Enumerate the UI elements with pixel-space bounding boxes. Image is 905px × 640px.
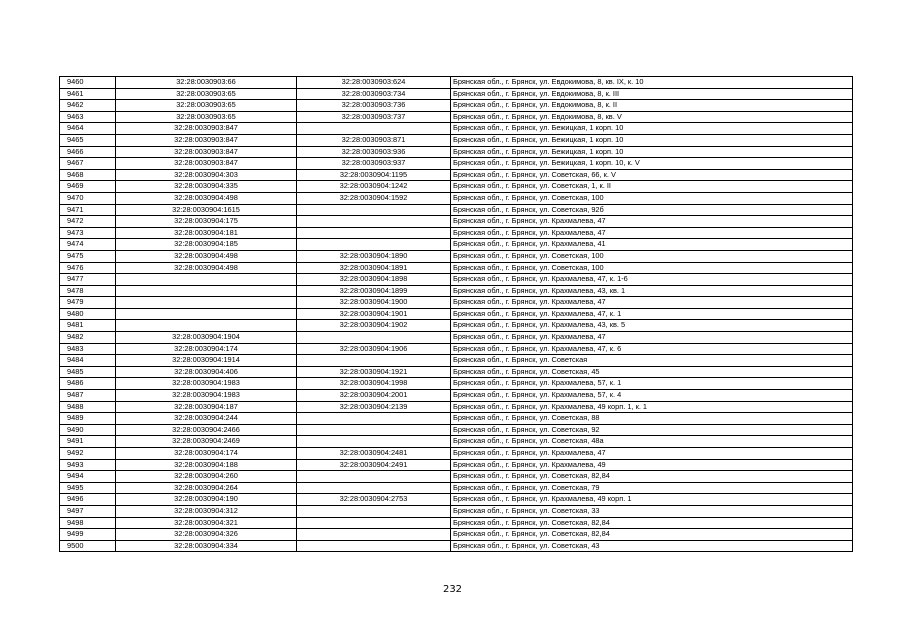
address-cell: Брянская обл., г. Брянск, ул. Советская, 88	[451, 413, 853, 425]
sub-cadastral-number-cell: 32:28:0030904:1899	[297, 285, 451, 297]
cadastral-number-cell: 32:28:0030904:175	[116, 216, 297, 228]
sub-cadastral-number-cell: 32:28:0030904:1890	[297, 250, 451, 262]
cadastral-number-cell: 32:28:0030904:174	[116, 448, 297, 460]
row-number-cell: 9464	[60, 123, 116, 135]
address-cell: Брянская обл., г. Брянск, ул. Крахмалева, 47, к. 6	[451, 343, 853, 355]
cadastral-number-cell	[116, 285, 297, 297]
cadastral-number-cell: 32:28:0030904:1983	[116, 378, 297, 390]
sub-cadastral-number-cell: 32:28:0030904:1242	[297, 181, 451, 193]
address-cell: Брянская обл., г. Брянск, ул. Советская, 43	[451, 540, 853, 552]
sub-cadastral-number-cell: 32:28:0030904:2139	[297, 401, 451, 413]
row-number-cell: 9474	[60, 239, 116, 251]
cadastral-number-cell: 32:28:0030904:498	[116, 250, 297, 262]
address-cell: Брянская обл., г. Брянск, ул. Крахмалева, 43, кв. 5	[451, 320, 853, 332]
sub-cadastral-number-cell: 32:28:0030904:1891	[297, 262, 451, 274]
table-row	[60, 390, 853, 402]
address-cell: Брянская обл., г. Брянск, ул. Советская, 82,84	[451, 471, 853, 483]
sub-cadastral-number-cell: 32:28:0030903:937	[297, 158, 451, 170]
table-row	[60, 100, 853, 112]
table-row	[60, 181, 853, 193]
table-row	[60, 134, 853, 146]
table-row	[60, 343, 853, 355]
row-number-cell: 9479	[60, 297, 116, 309]
cadastral-number-cell: 32:28:0030904:260	[116, 471, 297, 483]
sub-cadastral-number-cell: 32:28:0030903:736	[297, 100, 451, 112]
cadastral-number-cell: 32:28:0030904:185	[116, 239, 297, 251]
sub-cadastral-number-cell: 32:28:0030904:1921	[297, 366, 451, 378]
address-cell: Брянская обл., г. Брянск, ул. Советская, 92	[451, 424, 853, 436]
table-row	[60, 146, 853, 158]
table-row	[60, 482, 853, 494]
cadastral-number-cell	[116, 308, 297, 320]
cadastral-number-cell: 32:28:0030904:1983	[116, 390, 297, 402]
sub-cadastral-number-cell	[297, 123, 451, 135]
sub-cadastral-number-cell	[297, 529, 451, 541]
cadastral-number-cell: 32:28:0030904:1904	[116, 332, 297, 344]
row-number-cell: 9485	[60, 366, 116, 378]
address-cell: Брянская обл., г. Брянск, ул. Советская, 100	[451, 262, 853, 274]
address-cell: Брянская обл., г. Брянск, ул. Крахмалева, 49 корп. 1	[451, 494, 853, 506]
address-cell: Брянская обл., г. Брянск, ул. Советская, 82,84	[451, 517, 853, 529]
table-row	[60, 204, 853, 216]
sub-cadastral-number-cell: 32:28:0030903:737	[297, 111, 451, 123]
address-cell: Брянская обл., г. Брянск, ул. Евдокимова, 8, кв. IX, к. 10	[451, 77, 853, 89]
cadastral-number-cell: 32:28:0030904:190	[116, 494, 297, 506]
address-cell: Брянская обл., г. Брянск, ул. Крахмалева, 47	[451, 297, 853, 309]
sub-cadastral-number-cell	[297, 482, 451, 494]
cadastral-number-cell: 32:28:0030904:264	[116, 482, 297, 494]
table-row	[60, 401, 853, 413]
cadastral-number-cell: 32:28:0030903:65	[116, 88, 297, 100]
cadastral-number-cell: 32:28:0030903:847	[116, 123, 297, 135]
row-number-cell: 9490	[60, 424, 116, 436]
cadastral-number-cell: 32:28:0030904:187	[116, 401, 297, 413]
row-number-cell: 9482	[60, 332, 116, 344]
cadastral-number-cell: 32:28:0030904:334	[116, 540, 297, 552]
address-cell: Брянская обл., г. Брянск, ул. Крахмалева, 41	[451, 239, 853, 251]
address-cell: Брянская обл., г. Брянск, ул. Крахмалева, 47	[451, 448, 853, 460]
sub-cadastral-number-cell	[297, 355, 451, 367]
sub-cadastral-number-cell: 32:28:0030903:734	[297, 88, 451, 100]
address-cell: Брянская обл., г. Брянск, ул. Крахмалева, 57, к. 4	[451, 390, 853, 402]
sub-cadastral-number-cell	[297, 227, 451, 239]
table-row	[60, 494, 853, 506]
table-row	[60, 320, 853, 332]
cadastral-number-cell: 32:28:0030903:65	[116, 100, 297, 112]
address-cell: Брянская обл., г. Брянск, ул. Евдокимова, 8, к. II	[451, 100, 853, 112]
table-row	[60, 517, 853, 529]
row-number-cell: 9486	[60, 378, 116, 390]
address-cell: Брянская обл., г. Брянск, ул. Советская, 92б	[451, 204, 853, 216]
cadastral-number-cell	[116, 297, 297, 309]
table-row	[60, 378, 853, 390]
address-cell: Брянская обл., г. Брянск, ул. Крахмалева, 47	[451, 332, 853, 344]
sub-cadastral-number-cell: 32:28:0030904:1195	[297, 169, 451, 181]
sub-cadastral-number-cell	[297, 436, 451, 448]
row-number-cell: 9466	[60, 146, 116, 158]
row-number-cell: 9476	[60, 262, 116, 274]
sub-cadastral-number-cell	[297, 424, 451, 436]
table-row	[60, 158, 853, 170]
row-number-cell: 9460	[60, 77, 116, 89]
table-row	[60, 123, 853, 135]
row-number-cell: 9461	[60, 88, 116, 100]
address-cell: Брянская обл., г. Брянск, ул. Крахмалева, 43, кв. 1	[451, 285, 853, 297]
sub-cadastral-number-cell: 32:28:0030903:624	[297, 77, 451, 89]
table-row	[60, 448, 853, 460]
cadastral-number-cell: 32:28:0030904:406	[116, 366, 297, 378]
table-row	[60, 285, 853, 297]
table-row	[60, 250, 853, 262]
row-number-cell: 9462	[60, 100, 116, 112]
cadastral-number-cell: 32:28:0030903:847	[116, 158, 297, 170]
sub-cadastral-number-cell: 32:28:0030904:1592	[297, 192, 451, 204]
cadastral-number-cell: 32:28:0030904:244	[116, 413, 297, 425]
row-number-cell: 9477	[60, 274, 116, 286]
cadastral-number-cell: 32:28:0030904:326	[116, 529, 297, 541]
row-number-cell: 9480	[60, 308, 116, 320]
address-cell: Брянская обл., г. Брянск, ул. Крахмалева, 49 корп. 1, к. 1	[451, 401, 853, 413]
table-row	[60, 111, 853, 123]
address-cell: Брянская обл., г. Брянск, ул. Советская, 82,84	[451, 529, 853, 541]
sub-cadastral-number-cell	[297, 332, 451, 344]
cadastral-number-cell: 32:28:0030904:498	[116, 262, 297, 274]
table-row	[60, 332, 853, 344]
address-cell: Брянская обл., г. Брянск, ул. Советская, 79	[451, 482, 853, 494]
sub-cadastral-number-cell	[297, 540, 451, 552]
table-row	[60, 529, 853, 541]
cadastral-number-cell: 32:28:0030904:321	[116, 517, 297, 529]
address-cell: Брянская обл., г. Брянск, ул. Крахмалева, 47, к. 1	[451, 308, 853, 320]
address-cell: Брянская обл., г. Брянск, ул. Советская, 45	[451, 366, 853, 378]
cadastral-number-cell: 32:28:0030903:65	[116, 111, 297, 123]
sub-cadastral-number-cell: 32:28:0030903:936	[297, 146, 451, 158]
row-number-cell: 9481	[60, 320, 116, 332]
address-cell: Брянская обл., г. Брянск, ул. Бежицкая, 1 корп. 10	[451, 123, 853, 135]
row-number-cell: 9488	[60, 401, 116, 413]
cadastral-number-cell: 32:28:0030904:1914	[116, 355, 297, 367]
address-cell: Брянская обл., г. Брянск, ул. Советская, 48а	[451, 436, 853, 448]
table-row	[60, 308, 853, 320]
cadastral-number-cell: 32:28:0030904:498	[116, 192, 297, 204]
row-number-cell: 9496	[60, 494, 116, 506]
address-cell: Брянская обл., г. Брянск, ул. Крахмалева, 47	[451, 227, 853, 239]
row-number-cell: 9475	[60, 250, 116, 262]
row-number-cell: 9491	[60, 436, 116, 448]
address-cell: Брянская обл., г. Брянск, ул. Советская, 100	[451, 250, 853, 262]
address-cell: Брянская обл., г. Брянск, ул. Крахмалева, 57, к. 1	[451, 378, 853, 390]
row-number-cell: 9487	[60, 390, 116, 402]
address-cell: Брянская обл., г. Брянск, ул. Евдокимова, 8, к. III	[451, 88, 853, 100]
table-row	[60, 540, 853, 552]
address-cell: Брянская обл., г. Брянск, ул. Бежицкая, 1 корп. 10, к. V	[451, 158, 853, 170]
row-number-cell: 9489	[60, 413, 116, 425]
row-number-cell: 9463	[60, 111, 116, 123]
table-row	[60, 424, 853, 436]
row-number-cell: 9471	[60, 204, 116, 216]
cadastral-number-cell: 32:28:0030904:1615	[116, 204, 297, 216]
address-cell: Брянская обл., г. Брянск, ул. Бежицкая, 1 корп. 10	[451, 134, 853, 146]
row-number-cell: 9469	[60, 181, 116, 193]
address-cell: Брянская обл., г. Брянск, ул. Крахмалева, 49	[451, 459, 853, 471]
table-row	[60, 262, 853, 274]
row-number-cell: 9468	[60, 169, 116, 181]
property-table-body	[60, 77, 853, 552]
cadastral-number-cell: 32:28:0030903:66	[116, 77, 297, 89]
row-number-cell: 9478	[60, 285, 116, 297]
address-cell: Брянская обл., г. Брянск, ул. Бежицкая, 1 корп. 10	[451, 146, 853, 158]
table-row	[60, 239, 853, 251]
address-cell: Брянская обл., г. Брянск, ул. Крахмалева, 47	[451, 216, 853, 228]
sub-cadastral-number-cell	[297, 239, 451, 251]
address-cell: Брянская обл., г. Брянск, ул. Евдокимова, 8, кв. V	[451, 111, 853, 123]
sub-cadastral-number-cell: 32:28:0030904:1898	[297, 274, 451, 286]
sub-cadastral-number-cell	[297, 413, 451, 425]
table-row	[60, 227, 853, 239]
cadastral-number-cell: 32:28:0030904:188	[116, 459, 297, 471]
address-cell: Брянская обл., г. Брянск, ул. Советская, 1, к. II	[451, 181, 853, 193]
cadastral-number-cell	[116, 274, 297, 286]
table-row	[60, 505, 853, 517]
row-number-cell: 9499	[60, 529, 116, 541]
row-number-cell: 9493	[60, 459, 116, 471]
table-row	[60, 192, 853, 204]
table-row	[60, 169, 853, 181]
row-number-cell: 9492	[60, 448, 116, 460]
cadastral-number-cell: 32:28:0030904:2466	[116, 424, 297, 436]
cadastral-number-cell: 32:28:0030904:312	[116, 505, 297, 517]
address-cell: Брянская обл., г. Брянск, ул. Крахмалева, 47, к. 1-6	[451, 274, 853, 286]
sub-cadastral-number-cell	[297, 517, 451, 529]
sub-cadastral-number-cell: 32:28:0030904:2491	[297, 459, 451, 471]
address-cell: Брянская обл., г. Брянск, ул. Советская	[451, 355, 853, 367]
cadastral-number-cell: 32:28:0030903:847	[116, 134, 297, 146]
sub-cadastral-number-cell: 32:28:0030904:1901	[297, 308, 451, 320]
row-number-cell: 9500	[60, 540, 116, 552]
cadastral-number-cell: 32:28:0030904:174	[116, 343, 297, 355]
sub-cadastral-number-cell: 32:28:0030904:2753	[297, 494, 451, 506]
table-row	[60, 216, 853, 228]
sub-cadastral-number-cell: 32:28:0030904:2001	[297, 390, 451, 402]
sub-cadastral-number-cell: 32:28:0030904:2481	[297, 448, 451, 460]
sub-cadastral-number-cell	[297, 204, 451, 216]
table-row	[60, 366, 853, 378]
row-number-cell: 9473	[60, 227, 116, 239]
row-number-cell: 9484	[60, 355, 116, 367]
cadastral-number-cell: 32:28:0030903:847	[116, 146, 297, 158]
cadastral-number-cell: 32:28:0030904:181	[116, 227, 297, 239]
table-row	[60, 436, 853, 448]
sub-cadastral-number-cell	[297, 471, 451, 483]
row-number-cell: 9494	[60, 471, 116, 483]
table-row	[60, 274, 853, 286]
table-row	[60, 355, 853, 367]
address-cell: Брянская обл., г. Брянск, ул. Советская, 33	[451, 505, 853, 517]
row-number-cell: 9472	[60, 216, 116, 228]
sub-cadastral-number-cell: 32:28:0030904:1902	[297, 320, 451, 332]
address-cell: Брянская обл., г. Брянск, ул. Советская, 100	[451, 192, 853, 204]
table-row	[60, 297, 853, 309]
row-number-cell: 9497	[60, 505, 116, 517]
row-number-cell: 9470	[60, 192, 116, 204]
table-row	[60, 459, 853, 471]
sub-cadastral-number-cell: 32:28:0030904:1998	[297, 378, 451, 390]
cadastral-number-cell	[116, 320, 297, 332]
sub-cadastral-number-cell: 32:28:0030904:1906	[297, 343, 451, 355]
cadastral-number-cell: 32:28:0030904:303	[116, 169, 297, 181]
page-number: 232	[442, 584, 463, 595]
address-cell: Брянская обл., г. Брянск, ул. Советская, 66, к. V	[451, 169, 853, 181]
row-number-cell: 9467	[60, 158, 116, 170]
row-number-cell: 9483	[60, 343, 116, 355]
property-table	[59, 76, 853, 552]
sub-cadastral-number-cell: 32:28:0030903:871	[297, 134, 451, 146]
sub-cadastral-number-cell: 32:28:0030904:1900	[297, 297, 451, 309]
sub-cadastral-number-cell	[297, 505, 451, 517]
table-row	[60, 77, 853, 89]
cadastral-number-cell: 32:28:0030904:335	[116, 181, 297, 193]
sub-cadastral-number-cell	[297, 216, 451, 228]
table-row	[60, 413, 853, 425]
cadastral-number-cell: 32:28:0030904:2469	[116, 436, 297, 448]
row-number-cell: 9498	[60, 517, 116, 529]
row-number-cell: 9495	[60, 482, 116, 494]
row-number-cell: 9465	[60, 134, 116, 146]
table-row	[60, 88, 853, 100]
table-row	[60, 471, 853, 483]
